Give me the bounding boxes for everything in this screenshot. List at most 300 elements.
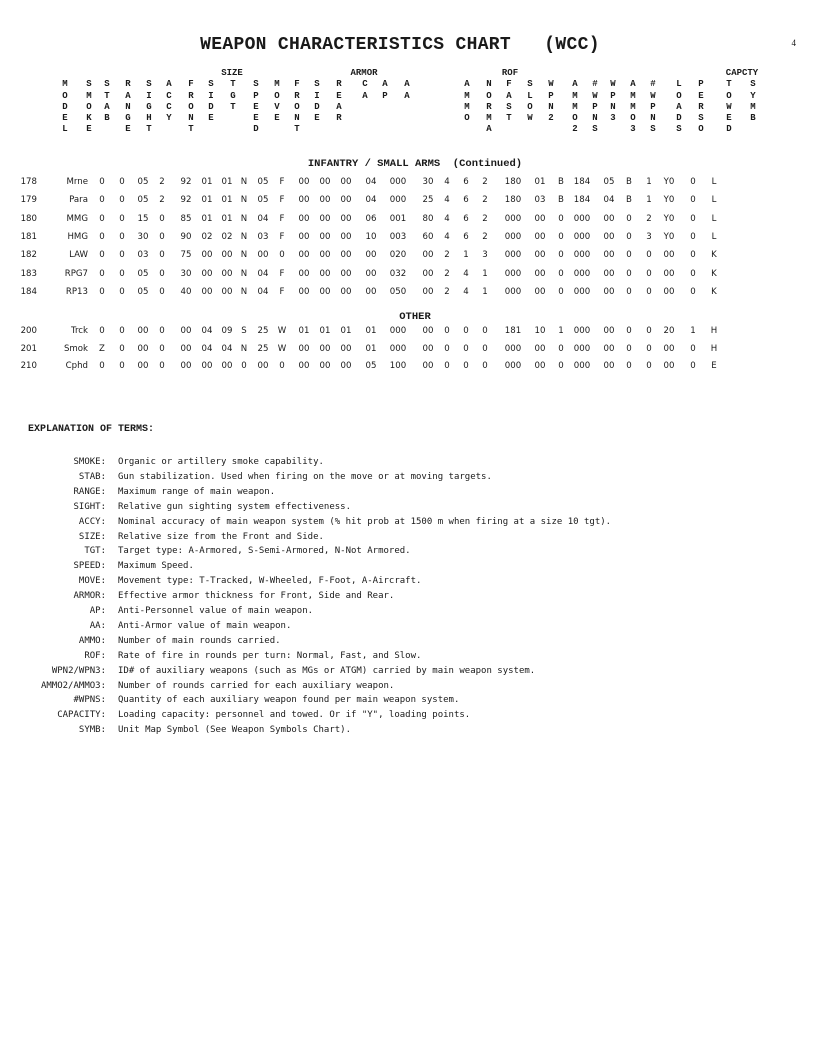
table-cell: 2 bbox=[482, 231, 488, 242]
table-cell: 00 bbox=[534, 286, 546, 297]
table-cell: 00 bbox=[319, 177, 331, 187]
table-cell: 01 bbox=[534, 177, 546, 187]
header-letter: E bbox=[336, 90, 342, 101]
table-cell: 2 bbox=[159, 177, 165, 187]
table-cell: 05 bbox=[137, 177, 149, 187]
header-letter: R bbox=[336, 79, 342, 90]
table-cell: 00 bbox=[319, 343, 331, 354]
header-letter: O bbox=[630, 113, 636, 124]
term-definition: Relative size from the Front and Side. bbox=[118, 531, 324, 542]
term-row bbox=[0, 559, 800, 574]
header-letter: N bbox=[610, 101, 616, 112]
header-column bbox=[84, 68, 94, 135]
header-letter: G bbox=[125, 113, 131, 124]
table-cell: 92 bbox=[180, 177, 192, 187]
header-column bbox=[334, 68, 344, 124]
header-letter: E bbox=[314, 113, 320, 124]
header-letter: N bbox=[125, 101, 131, 112]
term-row bbox=[0, 530, 800, 545]
header-column-text bbox=[648, 68, 658, 79]
term-row bbox=[0, 500, 800, 515]
table-cell: 0 bbox=[558, 343, 564, 354]
table-cell: F bbox=[279, 195, 285, 206]
term-label: SYMB: bbox=[78, 725, 106, 736]
row-model: MMG bbox=[66, 213, 88, 224]
table-cell: 04 bbox=[221, 343, 233, 354]
table-cell: Y0 bbox=[663, 177, 675, 187]
header-letter: A bbox=[464, 79, 470, 90]
table-cell: 0 bbox=[626, 268, 632, 279]
table-cell: 00 bbox=[257, 250, 269, 261]
table-cell: 00 bbox=[340, 213, 352, 224]
table-row bbox=[0, 285, 800, 299]
table-cell: 0 bbox=[482, 343, 488, 354]
header-letter: M bbox=[464, 90, 470, 101]
table-cell: 05 bbox=[365, 361, 377, 371]
table-cell: 0 bbox=[558, 286, 564, 297]
table-cell: N bbox=[240, 286, 248, 297]
table-cell: 000 bbox=[573, 286, 591, 297]
header-column-text bbox=[164, 68, 174, 79]
table-cell: 05 bbox=[137, 195, 149, 206]
table-cell: 1 bbox=[646, 177, 652, 187]
table-cell: 00 bbox=[603, 268, 615, 279]
header-letter: O bbox=[294, 101, 300, 112]
header-column-text bbox=[546, 68, 556, 79]
table-cell: 00 bbox=[340, 343, 352, 354]
table-cell: 6 bbox=[463, 195, 469, 206]
header-letter: T bbox=[188, 124, 194, 135]
table-cell: 0 bbox=[159, 343, 165, 354]
header-letter: M bbox=[464, 101, 470, 112]
header-column-text bbox=[312, 68, 322, 79]
table-cell: 180 bbox=[504, 177, 522, 187]
header-letter: M bbox=[630, 101, 636, 112]
table-cell: 00 bbox=[319, 286, 331, 297]
header-letter: Y bbox=[166, 113, 172, 124]
header-letter: D bbox=[62, 101, 68, 112]
term-row bbox=[0, 634, 800, 649]
header-letter: V bbox=[274, 101, 280, 112]
table-cell: 92 bbox=[180, 195, 192, 206]
term-row bbox=[0, 515, 800, 530]
table-cell: 0 bbox=[119, 195, 125, 206]
header-letter: D bbox=[253, 124, 259, 135]
header-letter: A bbox=[404, 79, 410, 90]
table-cell: 00 bbox=[201, 286, 213, 297]
table-cell: 000 bbox=[504, 231, 522, 242]
header-column bbox=[608, 68, 618, 124]
header-letter: S bbox=[146, 79, 152, 90]
header-letter: G bbox=[146, 101, 152, 112]
header-letter: G bbox=[230, 90, 236, 101]
header-letter: D bbox=[676, 113, 682, 124]
header-letter: A bbox=[630, 79, 636, 90]
table-cell: 00 bbox=[137, 326, 149, 336]
header-letter: R bbox=[125, 79, 131, 90]
term-label: CAPACITY: bbox=[57, 710, 106, 721]
table-cell: 6 bbox=[463, 177, 469, 187]
table-cell: 00 bbox=[298, 177, 310, 187]
header-column bbox=[674, 68, 684, 135]
table-cell: F bbox=[279, 231, 285, 242]
header-letter: A bbox=[404, 90, 410, 101]
header-letter: O bbox=[698, 124, 704, 135]
table-cell: Y0 bbox=[663, 213, 675, 224]
header-letter: O bbox=[726, 90, 732, 101]
header-letter: W bbox=[592, 90, 598, 101]
table-cell: 1 bbox=[646, 195, 652, 206]
term-label: STAB: bbox=[78, 471, 106, 482]
table-cell: 4 bbox=[444, 195, 450, 206]
table-cell: 00 bbox=[298, 361, 310, 371]
header-letter: T bbox=[294, 124, 300, 135]
table-cell: 01 bbox=[340, 326, 352, 336]
table-cell: 00 bbox=[340, 361, 352, 371]
table-cell: 0 bbox=[690, 213, 696, 224]
header-letter: A bbox=[506, 90, 512, 101]
header-group-rof: ROF bbox=[501, 68, 519, 78]
header-group-capcty: CAPCTY bbox=[725, 68, 759, 78]
table-cell: 3 bbox=[482, 250, 488, 261]
table-cell: 000 bbox=[573, 268, 591, 279]
header-letter: M bbox=[486, 113, 492, 124]
table-cell: 04 bbox=[603, 195, 615, 206]
header-letter: A bbox=[362, 90, 368, 101]
header-letter: S bbox=[676, 124, 682, 135]
header-letter: W bbox=[726, 101, 732, 112]
table-cell: 000 bbox=[504, 250, 522, 261]
header-letter: A bbox=[572, 79, 578, 90]
table-cell: 0 bbox=[119, 361, 125, 371]
table-cell: 00 bbox=[298, 195, 310, 206]
header-column bbox=[628, 68, 638, 135]
table-cell: 000 bbox=[504, 286, 522, 297]
header-letter: S bbox=[208, 79, 214, 90]
header-letter: F bbox=[188, 79, 194, 90]
term-label: WPN2/WPN3: bbox=[51, 665, 106, 676]
table-row bbox=[0, 359, 800, 373]
table-cell: 032 bbox=[389, 268, 407, 279]
table-cell: 00 bbox=[340, 286, 352, 297]
table-cell: 90 bbox=[180, 231, 192, 242]
term-definition: Organic or artillery smoke capability. bbox=[118, 457, 324, 467]
table-cell: 0 bbox=[558, 213, 564, 224]
table-cell: 0 bbox=[690, 268, 696, 279]
table-cell: 000 bbox=[504, 213, 522, 224]
section-infantry-heading: INFANTRY / SMALL ARMS (Continued) bbox=[307, 158, 523, 170]
term-label: SPEED: bbox=[73, 561, 106, 572]
table-cell: 03 bbox=[137, 250, 149, 261]
header-letter: P bbox=[382, 90, 388, 101]
table-cell: 001 bbox=[389, 213, 407, 224]
header-column bbox=[251, 68, 261, 135]
term-row bbox=[0, 485, 800, 500]
table-cell: F bbox=[279, 268, 285, 279]
table-cell: 0 bbox=[99, 213, 105, 224]
term-row bbox=[0, 664, 800, 679]
row-id: 201 bbox=[20, 343, 37, 354]
table-cell: 00 bbox=[603, 326, 615, 336]
table-cell: 30 bbox=[180, 268, 192, 279]
table-cell: 4 bbox=[463, 286, 469, 297]
term-row bbox=[0, 649, 800, 664]
header-letter: # bbox=[650, 79, 656, 90]
table-cell: N bbox=[240, 195, 248, 206]
header-column bbox=[525, 68, 535, 124]
table-cell: 01 bbox=[319, 326, 331, 336]
header-column bbox=[186, 68, 196, 135]
table-cell: 01 bbox=[298, 326, 310, 336]
section-other-heading: OTHER bbox=[399, 311, 431, 323]
header-letter: R bbox=[294, 90, 300, 101]
table-cell: K bbox=[711, 250, 717, 261]
table-cell: 00 bbox=[340, 268, 352, 279]
table-cell: 10 bbox=[365, 231, 377, 242]
table-cell: 00 bbox=[603, 231, 615, 242]
header-letter: W bbox=[527, 113, 533, 124]
table-cell: 04 bbox=[365, 177, 377, 187]
table-cell: 01 bbox=[365, 343, 377, 354]
header-letter: N bbox=[188, 113, 194, 124]
header-column-text bbox=[123, 68, 133, 79]
table-cell: 00 bbox=[534, 361, 546, 371]
header-letter: T bbox=[506, 113, 512, 124]
table-cell: 1 bbox=[482, 268, 488, 279]
table-cell: 0 bbox=[119, 326, 125, 336]
table-cell: 20 bbox=[663, 326, 675, 336]
table-cell: F bbox=[279, 213, 285, 224]
table-cell: 0 bbox=[626, 326, 632, 336]
row-model: Smok bbox=[63, 343, 88, 354]
header-column-text bbox=[334, 68, 344, 79]
table-cell: E bbox=[711, 361, 717, 371]
term-label: AA: bbox=[89, 620, 106, 631]
table-cell: 0 bbox=[626, 361, 632, 371]
table-cell: 1 bbox=[482, 286, 488, 297]
header-column-text bbox=[380, 68, 390, 79]
header-column-text bbox=[608, 68, 618, 79]
table-cell: 2 bbox=[482, 213, 488, 224]
table-cell: N bbox=[240, 343, 248, 354]
table-cell: 00 bbox=[319, 361, 331, 371]
term-definition: Anti-Armor value of main weapon. bbox=[118, 620, 292, 631]
table-cell: 00 bbox=[663, 343, 675, 354]
header-letter: E bbox=[274, 113, 280, 124]
header-letter: P bbox=[610, 90, 616, 101]
table-cell: 05 bbox=[257, 195, 269, 206]
term-definition: Rate of fire in rounds per turn: Normal, Fast, and Slow. bbox=[118, 650, 422, 661]
table-cell: 1 bbox=[558, 326, 564, 336]
term-row bbox=[0, 723, 800, 738]
header-letter: S bbox=[650, 124, 656, 135]
table-cell: 000 bbox=[573, 343, 591, 354]
table-cell: 00 bbox=[298, 268, 310, 279]
header-letter: N bbox=[548, 101, 554, 112]
header-letter: T bbox=[104, 90, 110, 101]
term-definition: Loading capacity: personnel and towed. Or if "Y", loading points. bbox=[118, 710, 471, 721]
table-cell: 00 bbox=[603, 213, 615, 224]
row-model: RP13 bbox=[65, 286, 88, 297]
term-label: ARMOR: bbox=[73, 591, 106, 602]
header-column bbox=[590, 68, 600, 135]
table-cell: 25 bbox=[257, 326, 269, 336]
row-id: 182 bbox=[20, 250, 37, 261]
table-cell: 00 bbox=[340, 231, 352, 242]
table-cell: 00 bbox=[221, 250, 233, 261]
header-letter: D bbox=[314, 101, 320, 112]
header-column bbox=[272, 68, 282, 124]
header-column-text bbox=[144, 68, 154, 79]
table-cell: 00 bbox=[365, 286, 377, 297]
header-letter: O bbox=[464, 113, 470, 124]
table-cell: L bbox=[711, 213, 717, 224]
table-cell: 00 bbox=[319, 268, 331, 279]
header-letter: C bbox=[166, 90, 172, 101]
header-column-text bbox=[206, 68, 216, 79]
header-letter: B bbox=[750, 113, 756, 124]
table-cell: 0 bbox=[159, 361, 165, 371]
header-letter: E bbox=[208, 113, 214, 124]
table-cell: 0 bbox=[99, 250, 105, 261]
table-cell: 09 bbox=[221, 326, 233, 336]
table-cell: 020 bbox=[389, 250, 407, 261]
header-column-text bbox=[628, 68, 638, 79]
table-cell: 00 bbox=[180, 343, 192, 354]
table-cell: 05 bbox=[137, 286, 149, 297]
table-cell: 181 bbox=[504, 326, 522, 336]
term-definition: Quantity of each auxiliary weapon found per main weapon system. bbox=[118, 695, 460, 706]
table-cell: 2 bbox=[482, 177, 488, 187]
header-letter: A bbox=[104, 101, 110, 112]
term-label: #WPNS: bbox=[73, 695, 106, 706]
header-column-text bbox=[84, 68, 94, 79]
row-id: 183 bbox=[20, 268, 37, 279]
header-letter: M bbox=[62, 79, 68, 90]
table-cell: 0 bbox=[99, 177, 105, 187]
table-cell: 03 bbox=[257, 231, 269, 242]
table-cell: 0 bbox=[159, 231, 165, 242]
table-cell: W bbox=[277, 326, 287, 336]
table-cell: B bbox=[558, 177, 564, 187]
table-cell: 000 bbox=[573, 250, 591, 261]
table-cell: 0 bbox=[626, 286, 632, 297]
header-column bbox=[380, 68, 390, 124]
table-cell: 75 bbox=[180, 250, 192, 261]
table-cell: 0 bbox=[159, 268, 165, 279]
page-number: 4 bbox=[791, 38, 796, 48]
header-letter: O bbox=[527, 101, 533, 112]
table-row bbox=[0, 324, 800, 338]
header-letter: E bbox=[86, 124, 92, 135]
table-cell: H bbox=[710, 326, 718, 336]
table-cell: F bbox=[279, 286, 285, 297]
header-letter: C bbox=[362, 79, 368, 90]
term-row bbox=[0, 470, 800, 485]
table-cell: 0 bbox=[119, 231, 125, 242]
row-id: 180 bbox=[20, 213, 37, 224]
header-letter: C bbox=[166, 101, 172, 112]
table-row bbox=[0, 248, 800, 262]
term-row bbox=[0, 544, 800, 559]
table-cell: 3 bbox=[646, 231, 652, 242]
header-letter: W bbox=[650, 90, 656, 101]
table-cell: 0 bbox=[159, 250, 165, 261]
table-cell: 0 bbox=[159, 286, 165, 297]
table-cell: 0 bbox=[558, 361, 564, 371]
table-cell: 000 bbox=[573, 213, 591, 224]
table-cell: 0 bbox=[119, 177, 125, 187]
header-column bbox=[292, 68, 302, 135]
header-letter: N bbox=[592, 113, 598, 124]
header-letter: O bbox=[486, 90, 492, 101]
table-cell: 04 bbox=[257, 268, 269, 279]
header-letter: O bbox=[274, 90, 280, 101]
term-row bbox=[0, 574, 800, 589]
term-definition: Relative gun sighting system effectiveness. bbox=[118, 501, 351, 512]
header-letter: H bbox=[146, 113, 152, 124]
header-letter: 2 bbox=[548, 113, 554, 124]
table-cell: W bbox=[277, 343, 287, 354]
table-cell: 25 bbox=[257, 343, 269, 354]
table-cell: 000 bbox=[389, 343, 407, 354]
table-cell: 0 bbox=[646, 286, 652, 297]
header-letter: S bbox=[506, 101, 512, 112]
header-column-text bbox=[60, 68, 70, 79]
header-letter: P bbox=[548, 90, 554, 101]
row-id: 200 bbox=[20, 326, 37, 336]
table-cell: 0 bbox=[690, 250, 696, 261]
header-column-text bbox=[525, 68, 535, 79]
table-cell: 01 bbox=[221, 213, 233, 224]
table-cell: 0 bbox=[279, 250, 285, 261]
header-letter: M bbox=[750, 101, 756, 112]
header-column-text bbox=[696, 68, 706, 79]
table-cell: H bbox=[710, 343, 718, 354]
table-cell: 02 bbox=[221, 231, 233, 242]
table-cell: L bbox=[711, 177, 717, 187]
table-cell: 0 bbox=[119, 286, 125, 297]
table-cell: 00 bbox=[663, 286, 675, 297]
term-definition: Nominal accuracy of main weapon system (% hit prob at 1500 m when firing at a size 10 tgt). bbox=[118, 516, 612, 527]
table-cell: 00 bbox=[298, 213, 310, 224]
header-column bbox=[123, 68, 133, 135]
explanation-heading: EXPLANATION OF TERMS: bbox=[28, 424, 155, 435]
table-cell: 00 bbox=[603, 286, 615, 297]
header-letter: T bbox=[230, 101, 236, 112]
table-cell: 000 bbox=[573, 231, 591, 242]
table-cell: 0 bbox=[690, 195, 696, 206]
term-label: ROF: bbox=[84, 650, 106, 661]
row-id: 181 bbox=[20, 231, 37, 242]
term-definition: Number of main rounds carried. bbox=[118, 635, 281, 646]
table-cell: 0 bbox=[626, 250, 632, 261]
table-cell: 00 bbox=[340, 250, 352, 261]
header-column bbox=[402, 68, 412, 124]
header-column bbox=[206, 68, 216, 124]
table-cell: 00 bbox=[422, 286, 434, 297]
table-cell: 05 bbox=[137, 268, 149, 279]
table-cell: 0 bbox=[690, 286, 696, 297]
term-label: ACCY: bbox=[78, 516, 106, 527]
table-cell: 0 bbox=[558, 268, 564, 279]
table-cell: 0 bbox=[99, 326, 105, 336]
table-cell: 00 bbox=[603, 361, 615, 371]
table-cell: 000 bbox=[389, 195, 407, 206]
table-cell: 00 bbox=[319, 231, 331, 242]
table-cell: 6 bbox=[463, 231, 469, 242]
term-definition: Unit Map Symbol (See Weapon Symbols Chart). bbox=[118, 725, 351, 736]
